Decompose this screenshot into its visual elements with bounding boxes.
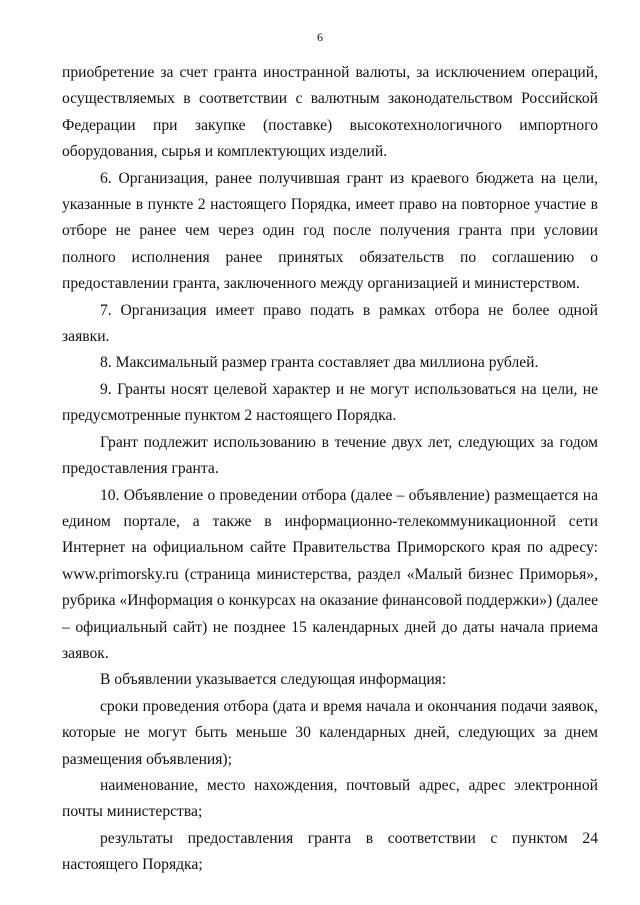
- paragraph-item-6: 6. Организация, ранее получившая грант из краевого бюджета на цели, указанные в пункте 2 настоящего Порядка, имеет право на повторное участие в отборе не ранее чем через один год после получения гранта при условии полного исполнения ранее принятых обязательств по соглашению о предоставлении гранта, заключенного между организацией и министерством.: [62, 169, 598, 293]
- paragraph-announcement-info: В объявлении указывается следующая информация:: [100, 671, 447, 689]
- paragraph-grant-results: результаты предоставления гранта в соответствии с пунктом 24 настоящего Порядка;: [62, 829, 598, 874]
- paragraph-item-10: 10. Объявление о проведении отбора (далее – объявление) размещается на едином портале, а также в информационно-телекоммуникационной сети Интернет на официальном сайте Правительства Приморского края по адресу: www.primorsky.ru (страница министерства, раздел «Малый бизнес Приморья», рубрика «Информация о конкурсах на оказание финансовой поддержки») (далее – официальный сайт) не позднее 15 календарных дней до даты начала приема заявок.: [62, 486, 598, 662]
- paragraph-continuation: приобретение за счет гранта иностранной валюты, за исключением операций, осуществляемых в соответствии с валютным законодательством Российской Федерации при закупке (поставке) высокотехнологичного импортного оборудования, сырья и комплектующих изделий.: [62, 64, 598, 161]
- paragraph-item-8: 8. Максимальный размер гранта составляет два миллиона рублей.: [100, 354, 539, 372]
- paragraph-item-9: 9. Гранты носят целевой характер и не могут использоваться на цели, не предусмотренные пунктом 2 настоящего Порядка.: [62, 380, 598, 425]
- page-number: 6: [317, 30, 323, 44]
- paragraph-selection-dates: сроки проведения отбора (дата и время начала и окончания подачи заявок, которые не могут быть меньше 30 календарных дней, следующих за днем размещения объявления);: [62, 697, 598, 768]
- paragraph-item-7: 7. Организация имеет право подать в рамках отбора не более одной заявки.: [62, 301, 598, 346]
- paragraph-grant-usage: Грант подлежит использованию в течение двух лет, следующих за годом предоставления гранта.: [62, 433, 598, 478]
- paragraph-ministry-contacts: наименование, место нахождения, почтовый адрес, адрес электронной почты министерства;: [62, 776, 598, 821]
- document-body: [62, 60, 598, 879]
